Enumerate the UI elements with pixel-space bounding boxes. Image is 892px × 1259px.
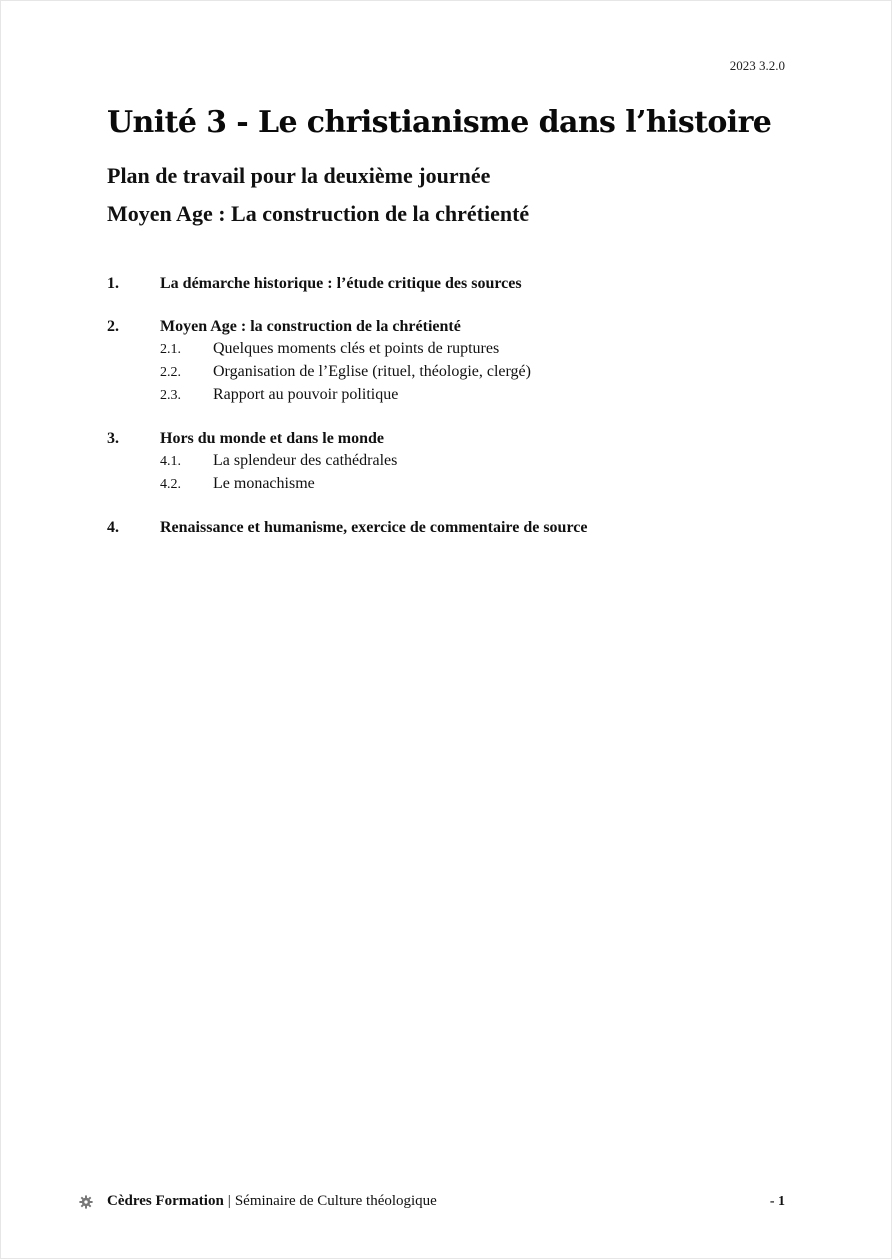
subitem-title: Quelques moments clés et points de ruptures [213,340,500,357]
toc-section-4 [107,517,807,539]
toc-subitem [107,338,807,361]
subitem-number: 2.1. [160,342,181,357]
subitem-title: La splendeur des cathédrales [213,452,398,469]
page-footer [79,1193,437,1210]
subitem-number: 4.2. [160,477,181,492]
subitem-title: Rapport au pouvoir politique [213,386,399,403]
section-title: Moyen Age : la construction de la chrétienté [160,318,461,335]
toc-section-1 [107,273,807,295]
subitem-number: 2.2. [160,365,181,380]
section-number: 3. [107,430,119,447]
section-title: Renaissance et humanisme, exercice de commentaire de source [160,519,588,536]
subitem-title: Organisation de l’Eglise (rituel, théologie, clergé) [213,363,531,380]
section-number: 2. [107,318,119,335]
footer-organization: Cèdres Formation [107,1193,224,1209]
footer-course: Séminaire de Culture théologique [234,1193,437,1209]
toc-subitem [107,384,807,407]
footer-separator: | [227,1193,231,1209]
toc-section-2 [107,316,807,407]
toc-subitem [107,361,807,384]
section-number: 1. [107,275,119,292]
version-label: 2023 3.2.0 [729,58,785,73]
toc-subitem [107,473,807,496]
gear-icon [79,1195,93,1209]
subitem-title: Le monachisme [213,475,315,492]
section-title: La démarche historique : l’étude critique des sources [160,275,522,292]
toc-subitem [107,450,807,473]
subitem-number: 2.3. [160,388,181,403]
table-of-contents [107,273,807,560]
page-title: Unité 3 - Le christianisme dans l’histoire [107,105,772,140]
subitem-number: 4.1. [160,454,181,469]
subtitle-plan: Plan de travail pour la deuxième journée [107,163,491,188]
toc-section-3 [107,428,807,496]
section-number: 4. [107,519,119,536]
subtitle-topic: Moyen Age : La construction de la chrétienté [107,201,530,226]
section-title: Hors du monde et dans le monde [160,430,385,447]
page-number: - 1 [769,1194,785,1209]
